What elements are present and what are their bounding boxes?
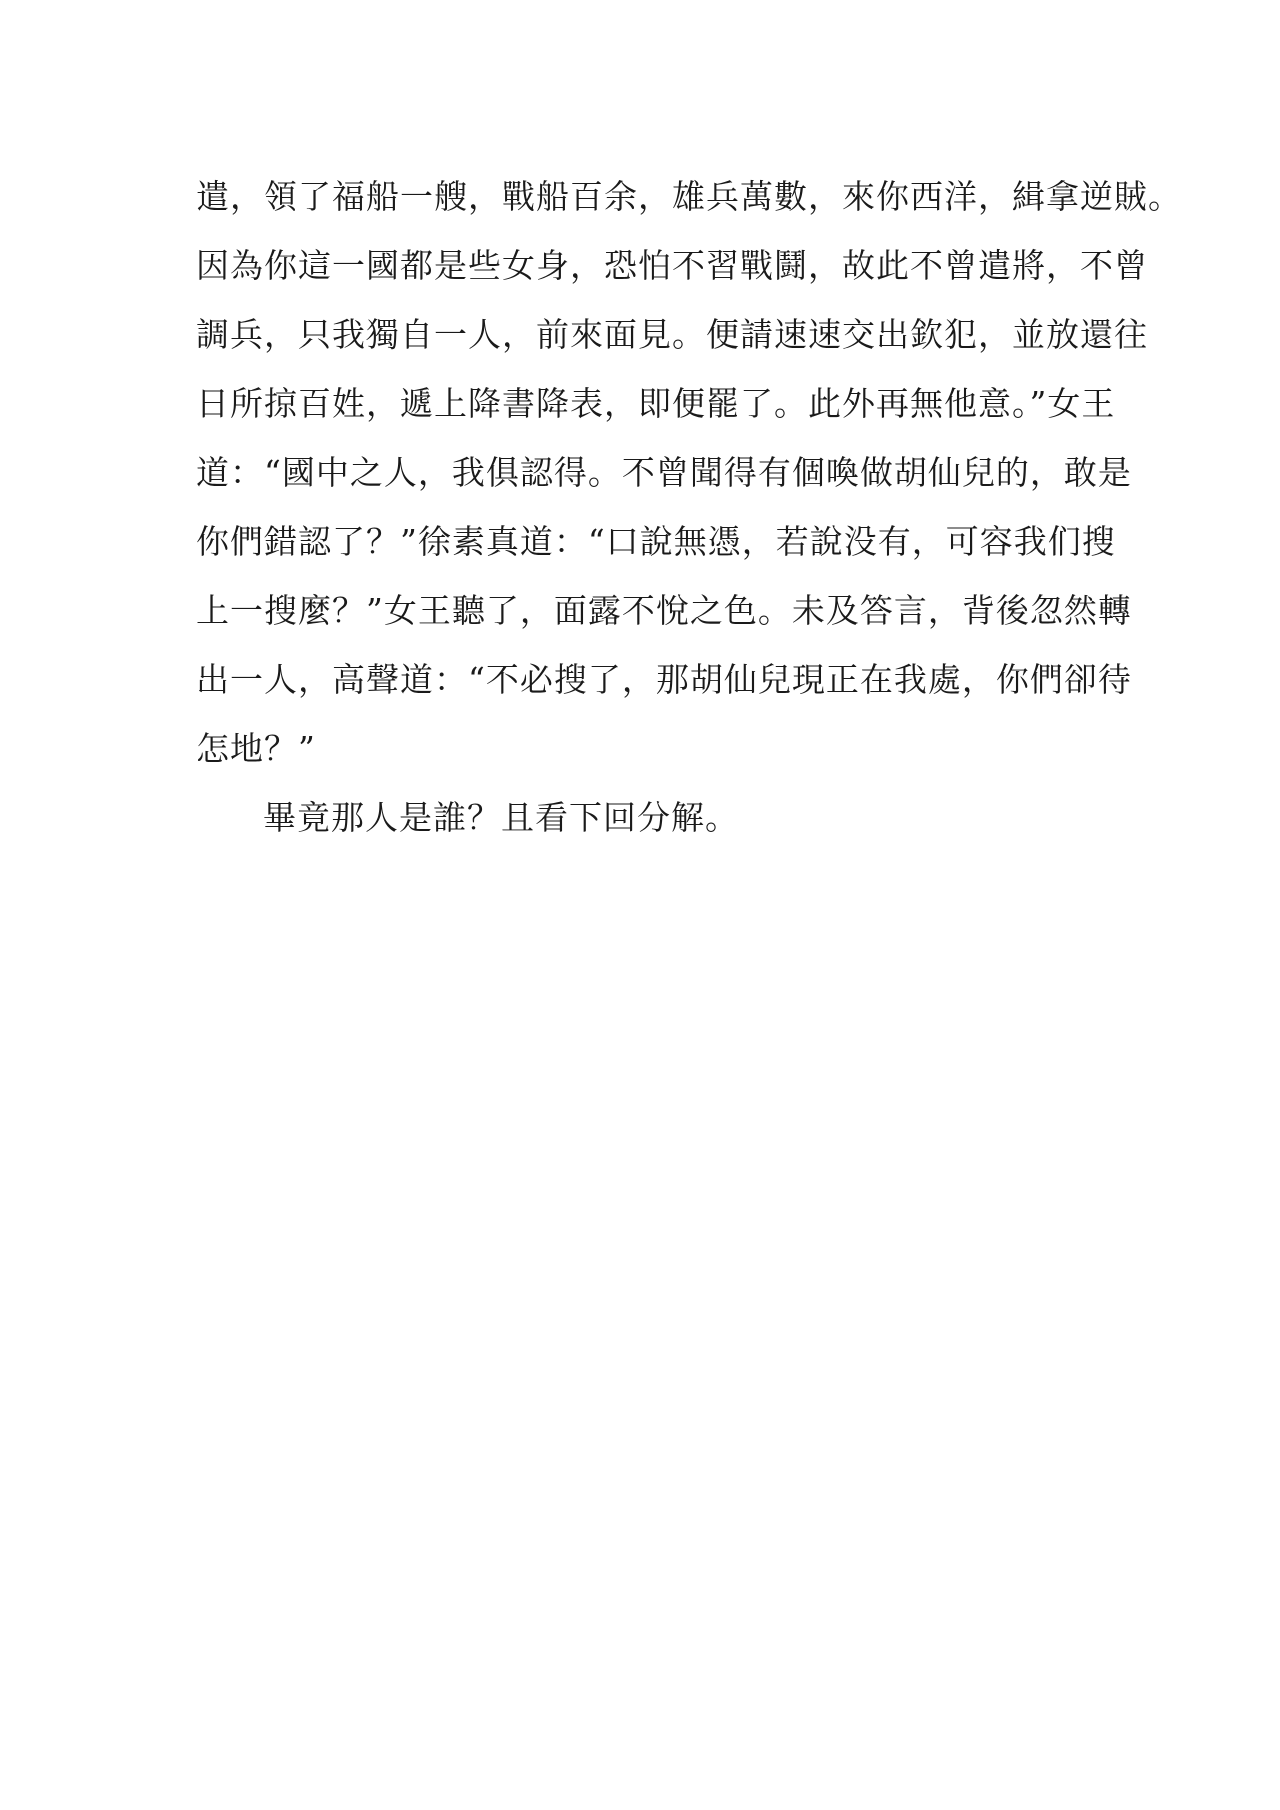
chapter-closing-line: 畢竟那人是誰？且看下回分解。 <box>263 798 739 837</box>
text-line: 日所掠百姓，遞上降書降表，即便罷了。此外再無他意。”女王 <box>196 384 1116 423</box>
text-line: 道：“國中之人，我俱認得。不曾聞得有個喚做胡仙兒的，敢是 <box>196 453 1132 492</box>
text-line: 遣，領了福船一艘，戰船百余，雄兵萬數，來你西洋，緝拿逆賊。 <box>196 177 1182 216</box>
text-line: 因為你這一國都是些女身，恐怕不習戰鬪，故此不曾遣將，不曾 <box>196 246 1148 285</box>
text-line: 上一搜麼？”女王聽了，面露不悅之色。未及答言，背後忽然轉 <box>196 591 1132 630</box>
body-text <box>196 162 1182 852</box>
text-line: 怎地？” <box>196 729 316 768</box>
text-line: 出一人，高聲道：“不必搜了，那胡仙兒現正在我處，你們卻待 <box>196 660 1132 699</box>
text-line: 調兵，只我獨自一人，前來面見。便請速速交出欽犯，並放還往 <box>196 315 1148 354</box>
text-line: 你們錯認了？”徐素真道：“口說無憑，若說没有，可容我们搜 <box>196 522 1116 561</box>
